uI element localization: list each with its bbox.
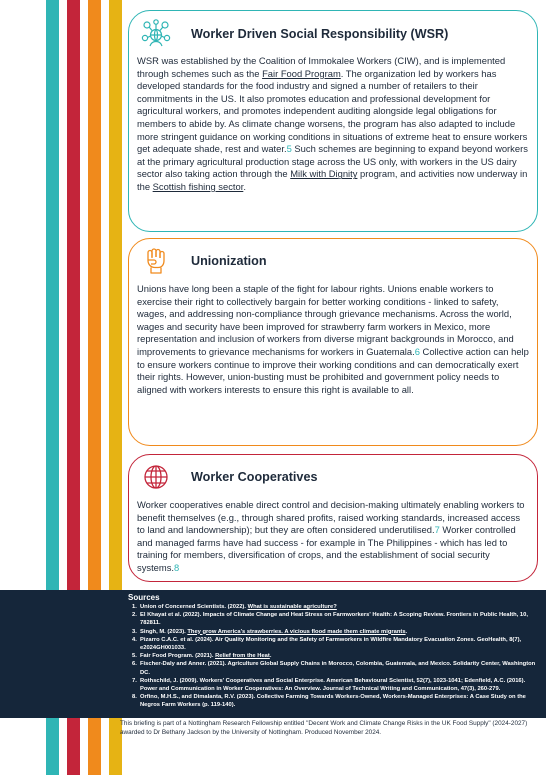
source-item	[132, 611, 536, 627]
source-text: Pizarro C.A.C. et al. (2024). Air Quality Monitoring and the Safety of Farmworkers in Wildfire Mandatory Evacuation Zones. GeoHealth, 8(7), e2024GH001033.	[140, 636, 522, 652]
union-text-1: Unions have long been a staple of the fight for labour rights. Unions enable workers to exercise their right to collectively bargain for better working conditions - linked to safety, wages, and addressing non-compliance through grievance mechanisms. Across the world, wages and security have been improved for strawberry farm workers in Mexico, more representation and inclusion of workers from diverse migrant backgrounds in Morocco, and improvements to grievance mechanisms for workers in Guatemala.	[137, 283, 514, 357]
coop-body	[137, 499, 529, 575]
source-item	[132, 677, 536, 693]
source-item	[132, 636, 536, 652]
wsr-text-4: program, and activities now underway in the	[137, 168, 528, 192]
sources-panel	[0, 590, 546, 718]
union-card	[128, 238, 538, 446]
globe-icon	[141, 462, 171, 492]
reference-5: 5	[286, 143, 292, 155]
source-item	[132, 652, 536, 660]
source-link[interactable]: What is sustainable agriculture?	[247, 604, 337, 610]
network-people-icon	[141, 19, 171, 49]
source-text: Fair Food Program. (2021).	[140, 653, 216, 660]
union-card-header	[137, 239, 529, 283]
reference-6: 6	[414, 345, 420, 357]
source-link[interactable]: They grow America's strawberries. A vicious flood made them climate migrants	[187, 628, 406, 635]
coop-card	[128, 454, 538, 582]
wsr-card-header	[137, 11, 529, 55]
source-number: 2.	[132, 612, 137, 619]
source-number: 5.	[132, 653, 137, 660]
source-link[interactable]: Relief from the Heat	[215, 653, 270, 660]
coop-card-header	[137, 455, 529, 499]
milk-with-dignity-link[interactable]: Milk with Dignity	[290, 168, 358, 180]
source-number: 3.	[132, 628, 137, 635]
wsr-text-3: Such schemes are beginning to expand beyond workers at the primary agricultural production stage across the US only, with workers in the US dairy sector also taking action through the	[137, 143, 528, 180]
source-text-after: .	[269, 653, 272, 660]
wsr-text-1: WSR was established by the Coalition of Immokalee Workers (CIW), and is implemented through schemes such as the	[137, 55, 506, 79]
source-text: Orfino, M.H.S., and Dimalanta, R.V. (2023). Collective Farming Towards Workers-Owned, Workers-Managed Enterprises: A Case Study on the Negros Farm Workers (p. 119-140).	[140, 694, 526, 709]
source-number: 6.	[132, 661, 137, 668]
raised-fist-icon	[141, 246, 171, 276]
coop-text-2: Worker controlled and managed farms have had success - for example in The Philippines - which has led to training for members, diversification of crops, and the establishment of social security systems.	[137, 524, 516, 573]
sources-list	[128, 603, 546, 710]
source-text: Rothschild, J. (2009). Workers' Cooperatives and Social Enterprise. American Behavioural Scientist, 52(7), 1023-1041; Edenfield, A.C. (2016). Power and Communication in Worker Cooperatives: An Overview. Journal of Technical Writing and Communication, 47(3), 260-279.	[140, 677, 526, 693]
source-number: 1.	[132, 604, 137, 610]
reference-7: 7	[434, 524, 440, 536]
source-text: El Khayat et al. (2022). Impacts of Climate Change and Heat Stress on Farmworkers' Health: A Scoping Review. Frontiers in Public Health, 10, 782811.	[140, 612, 528, 627]
union-body	[137, 283, 529, 396]
wsr-title: Worker Driven Social Responsibility (WSR)	[191, 27, 449, 41]
footer-note: This briefing is part of a Nottingham Research Fellowship entitled "Decent Work and Climate Change Risks in the UK Food Supply" (2024-2027) awarded to Dr Bethany Jackson by the University of Nottingham. Produced November 2024.	[120, 720, 528, 736]
source-number: 8.	[132, 694, 137, 701]
wsr-card	[128, 10, 538, 232]
scottish-fishing-link[interactable]: Scottish fishing sector	[152, 180, 244, 192]
union-text-2: Collective action can help to ensure workers continue to improve their working conditions and can democratically exert their rights. However, union-busting must be prohibited and government policy needs to aligned with workers interests to ensure this right is available to all.	[137, 345, 529, 395]
sources-title: Sources	[128, 593, 160, 602]
union-title: Unionization	[191, 254, 267, 268]
source-item	[132, 603, 536, 611]
source-text: Fischer-Daly and Anner. (2021). Agriculture Global Supply Chains in Morocco, Colombia, Guatemala, and Mexico. Solidarity Center, Washington DC.	[140, 661, 536, 676]
source-item	[132, 660, 536, 676]
wsr-text-2: . The organization led by workers has developed standards for the food industry and signed a number of retailers to their commitments in the US. It also promotes education and professional development for agricultural workers, and promotes independent auditing alongside legal obligations for members to abide by. As climate change worsens, the program has also adapted to include more stringent guidance on working conditions in situations of extreme heat to ensure workers get adequate shade, rest and water.	[137, 67, 528, 155]
source-text: Union of Concerned Scientists. (2022).	[140, 604, 248, 610]
source-number: 4.	[132, 636, 137, 643]
source-number: 7.	[132, 677, 137, 684]
wsr-body	[137, 55, 529, 194]
reference-8: 8	[173, 561, 180, 573]
fair-food-program-link[interactable]: Fair Food Program	[262, 67, 341, 79]
coop-title: Worker Cooperatives	[191, 470, 318, 484]
coop-text-1: Worker cooperatives enable direct control and decision-making ultimately enabling workers to benefit themselves (e.g., through shared profits, raised working standards, increased access to land and landownership); but they are often considered underutilised.	[137, 499, 525, 536]
source-item	[132, 628, 536, 636]
source-item	[132, 693, 536, 709]
wsr-text-5: .	[243, 180, 246, 192]
source-text-after: .	[405, 628, 408, 635]
source-text: Singh, M. (2023).	[140, 628, 188, 635]
